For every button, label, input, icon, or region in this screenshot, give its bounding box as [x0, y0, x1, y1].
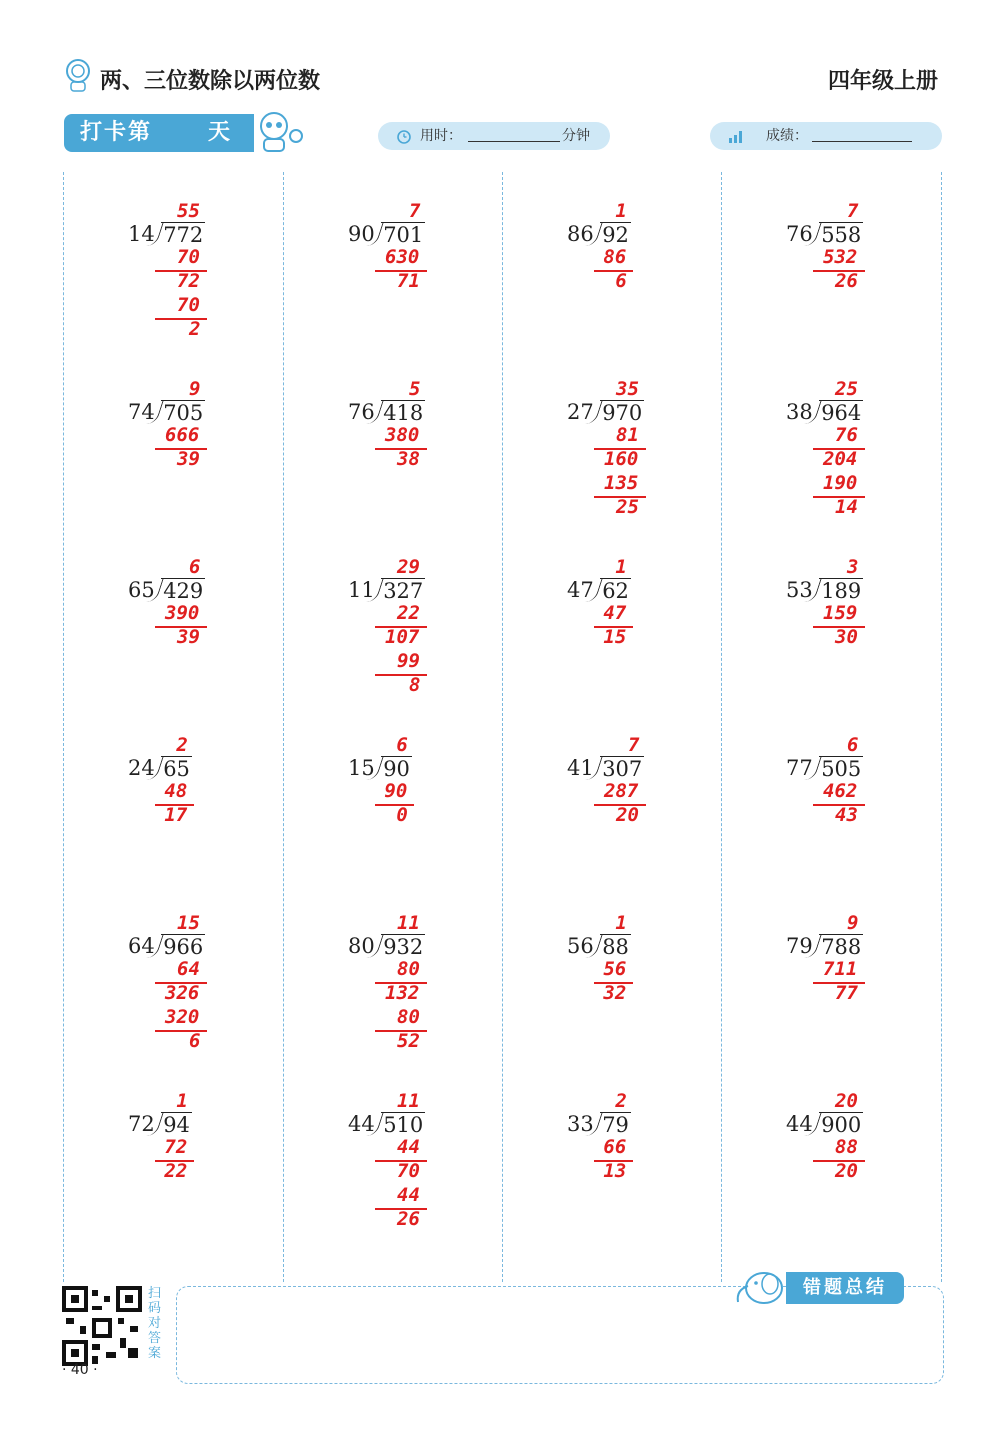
division-problem	[284, 734, 504, 916]
work-step: 204	[823, 448, 858, 470]
work-step: 26	[397, 1208, 420, 1230]
divisor: 14	[128, 222, 155, 246]
dividend: 92	[602, 223, 629, 247]
divisor: 11	[348, 578, 375, 602]
dividend: 558	[821, 223, 862, 247]
work-step: 66	[603, 1136, 627, 1158]
work-step: 47	[603, 602, 627, 624]
work-step: 72	[164, 1136, 188, 1158]
work-step: 462	[823, 780, 858, 802]
work-step: 532	[823, 246, 858, 268]
division-problem	[64, 912, 284, 1094]
work-step: 71	[397, 270, 420, 292]
checkin-day-suffix: 天	[208, 120, 233, 145]
work-step: 90	[384, 780, 408, 802]
work-step: 666	[165, 424, 200, 446]
time-unit: 分钟	[562, 128, 590, 144]
work-step: 2	[189, 318, 201, 340]
quotient: 6	[189, 556, 201, 578]
quotient: 2	[176, 734, 188, 756]
dividend: 705	[163, 401, 204, 425]
dividend: 90	[383, 757, 410, 781]
quotient: 15	[177, 912, 200, 934]
division-problem	[284, 556, 504, 738]
checkin-label: 打卡第	[80, 120, 153, 145]
quotient: 35	[616, 378, 639, 400]
division-problem	[722, 200, 942, 382]
divisor: 53	[786, 578, 813, 602]
robot-mascot-icon	[252, 106, 308, 156]
work-step: 20	[616, 804, 639, 826]
dividend: 327	[383, 579, 424, 603]
quotient: 29	[397, 556, 420, 578]
dividend: 772	[163, 223, 204, 247]
divisor: 64	[128, 934, 155, 958]
divisor: 72	[128, 1112, 155, 1136]
dividend: 701	[383, 223, 424, 247]
divisor: 24	[128, 756, 155, 780]
quotient: 20	[835, 1090, 858, 1112]
lion-mascot-icon	[62, 58, 94, 92]
divisor: 33	[567, 1112, 594, 1136]
quotient: 9	[189, 378, 201, 400]
work-step: 38	[397, 448, 420, 470]
time-input-line[interactable]	[468, 141, 560, 142]
dividend: 429	[163, 579, 204, 603]
work-step: 160	[604, 448, 639, 470]
checkin-banner	[64, 114, 254, 152]
dividend: 418	[383, 401, 424, 425]
division-problem	[722, 734, 942, 916]
work-step: 86	[603, 246, 627, 268]
work-step: 64	[177, 958, 200, 980]
work-step: 20	[835, 1160, 858, 1182]
work-step: 107	[385, 626, 420, 648]
work-step: 6	[615, 270, 627, 292]
dividend: 788	[821, 935, 862, 959]
divisor: 15	[348, 756, 375, 780]
work-step: 22	[164, 1160, 188, 1182]
division-problem	[503, 556, 723, 738]
work-step: 326	[165, 982, 200, 1004]
work-step: 711	[823, 958, 858, 980]
qr-code-icon[interactable]	[62, 1286, 142, 1366]
quotient: 11	[397, 912, 420, 934]
quotient: 5	[409, 378, 421, 400]
dividend: 94	[163, 1113, 190, 1137]
divisor: 90	[348, 222, 375, 246]
dividend: 900	[821, 1113, 862, 1137]
divisor: 65	[128, 578, 155, 602]
page-number: · 40 ·	[62, 1362, 98, 1378]
division-problem	[722, 378, 942, 560]
divisor: 76	[348, 400, 375, 424]
work-step: 88	[835, 1136, 858, 1158]
work-step: 159	[823, 602, 858, 624]
quotient: 2	[615, 1090, 627, 1112]
work-step: 287	[604, 780, 639, 802]
work-step: 380	[385, 424, 420, 446]
work-step: 56	[603, 958, 627, 980]
quotient: 1	[176, 1090, 188, 1112]
score-label: 成绩：	[766, 128, 808, 144]
bar-chart-icon	[728, 128, 744, 144]
divisor: 86	[567, 222, 594, 246]
work-step: 22	[397, 602, 420, 624]
quotient: 1	[615, 912, 627, 934]
quotient: 11	[397, 1090, 420, 1112]
work-step: 15	[603, 626, 627, 648]
work-step: 26	[835, 270, 858, 292]
subtraction-line	[375, 804, 414, 806]
quotient: 6	[847, 734, 859, 756]
qr-caption: 扫码对答案	[148, 1286, 162, 1361]
quotient: 1	[615, 200, 627, 222]
time-field	[378, 122, 610, 150]
work-step: 81	[616, 424, 639, 446]
grade-label: 四年级上册	[827, 69, 938, 94]
quotient: 55	[177, 200, 200, 222]
division-problem	[64, 734, 284, 916]
division-problem	[503, 378, 723, 560]
mistake-summary-title: 错题总结	[786, 1272, 904, 1304]
work-step: 39	[177, 626, 200, 648]
score-input-line[interactable]	[812, 141, 912, 142]
division-problem	[722, 556, 942, 738]
quotient: 25	[835, 378, 858, 400]
work-step: 135	[604, 472, 639, 494]
work-step: 320	[165, 1006, 200, 1028]
division-problem	[503, 1090, 723, 1272]
work-step: 52	[397, 1030, 420, 1052]
division-problem	[503, 200, 723, 382]
work-step: 70	[177, 246, 200, 268]
divisor: 79	[786, 934, 813, 958]
work-step: 132	[385, 982, 420, 1004]
work-step: 70	[177, 294, 200, 316]
work-step: 390	[165, 602, 200, 624]
divisor: 44	[786, 1112, 813, 1136]
work-step: 70	[397, 1160, 420, 1182]
divisor: 76	[786, 222, 813, 246]
work-step: 43	[835, 804, 858, 826]
dividend: 510	[383, 1113, 424, 1137]
dividend: 932	[383, 935, 424, 959]
work-step: 14	[835, 496, 858, 518]
work-step: 190	[823, 472, 858, 494]
subtraction-line	[594, 270, 633, 272]
work-step: 0	[396, 804, 408, 826]
work-step: 30	[835, 626, 858, 648]
quotient: 7	[628, 734, 640, 756]
work-step: 44	[397, 1136, 420, 1158]
time-label: 用时：	[420, 128, 462, 144]
work-step: 17	[164, 804, 188, 826]
work-step: 77	[835, 982, 858, 1004]
alarm-clock-icon	[396, 128, 412, 144]
work-step: 39	[177, 448, 200, 470]
division-problem	[503, 734, 723, 916]
page-title: 两、三位数除以两位数	[100, 69, 321, 94]
divisor: 47	[567, 578, 594, 602]
dividend: 964	[821, 401, 862, 425]
divisor: 27	[567, 400, 594, 424]
division-problem	[284, 200, 504, 382]
dividend: 505	[821, 757, 862, 781]
division-problem	[284, 378, 504, 560]
division-problem	[503, 912, 723, 1094]
divisor: 74	[128, 400, 155, 424]
dividend: 65	[163, 757, 190, 781]
dividend: 966	[163, 935, 204, 959]
division-problem	[64, 1090, 284, 1272]
quotient: 9	[847, 912, 859, 934]
work-step: 80	[397, 1006, 420, 1028]
division-problem	[64, 556, 284, 738]
divisor: 80	[348, 934, 375, 958]
divisor: 38	[786, 400, 813, 424]
quotient: 7	[409, 200, 421, 222]
dividend: 62	[602, 579, 629, 603]
quotient: 3	[847, 556, 859, 578]
score-field	[710, 122, 942, 150]
work-step: 630	[385, 246, 420, 268]
work-step: 44	[397, 1184, 420, 1206]
work-step: 32	[603, 982, 627, 1004]
quotient: 6	[396, 734, 408, 756]
division-problem	[284, 1090, 504, 1272]
work-step: 80	[397, 958, 420, 980]
work-step: 48	[164, 780, 188, 802]
dividend: 307	[602, 757, 643, 781]
division-problem	[64, 378, 284, 560]
work-step: 72	[177, 270, 200, 292]
dividend: 189	[821, 579, 862, 603]
work-step: 25	[616, 496, 639, 518]
division-problem	[722, 912, 942, 1094]
division-problem	[284, 912, 504, 1094]
quotient: 1	[615, 556, 627, 578]
work-step: 8	[409, 674, 421, 696]
dividend: 79	[602, 1113, 629, 1137]
division-problem	[64, 200, 284, 382]
work-step: 99	[397, 650, 420, 672]
work-step: 76	[835, 424, 858, 446]
dividend: 970	[602, 401, 643, 425]
dividend: 88	[602, 935, 629, 959]
division-problem	[722, 1090, 942, 1272]
elephant-mascot-icon	[730, 1266, 790, 1308]
divisor: 41	[567, 756, 594, 780]
quotient: 7	[847, 200, 859, 222]
work-step: 13	[603, 1160, 627, 1182]
divisor: 56	[567, 934, 594, 958]
work-step: 6	[189, 1030, 201, 1052]
divisor: 44	[348, 1112, 375, 1136]
divisor: 77	[786, 756, 813, 780]
